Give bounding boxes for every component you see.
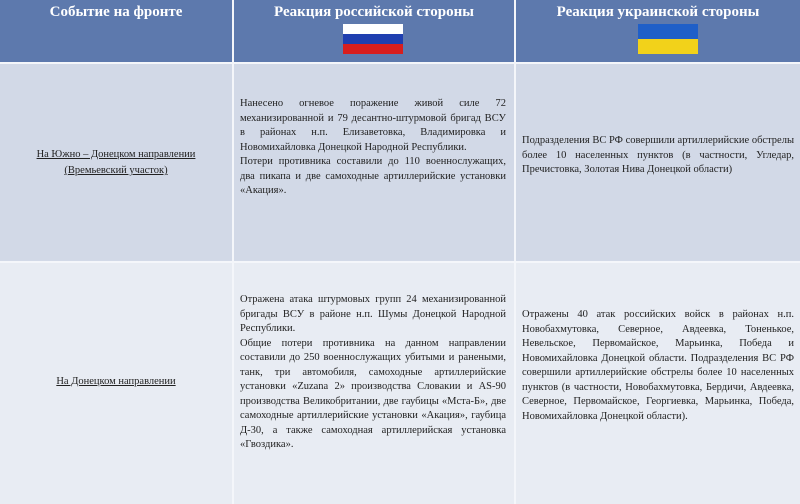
russian-flag-icon bbox=[343, 24, 403, 54]
header-ukrainian-label: Реакция украинской стороны bbox=[556, 4, 760, 20]
ukrainian-reaction-cell bbox=[516, 263, 800, 504]
row-divider bbox=[0, 62, 800, 64]
event-title: На Южно – Донецком направлении bbox=[36, 149, 196, 160]
table-row bbox=[0, 263, 800, 504]
column-divider bbox=[514, 0, 516, 504]
header-russian-label: Реакция российской стороны bbox=[274, 4, 474, 20]
russian-reaction-cell bbox=[234, 263, 514, 504]
column-divider bbox=[232, 0, 234, 504]
table-row bbox=[0, 64, 800, 261]
ukrainian-flag-icon bbox=[638, 24, 698, 54]
ukrainian-reaction-text: Подразделения ВС РФ совершили артиллерийские обстрелы более 10 населенных пунктов (в частности, Угледар, Пречистовка, Золотая Нива Донецкой области) bbox=[522, 135, 794, 175]
ukrainian-reaction-cell bbox=[516, 64, 800, 261]
event-title: На Донецком направлении bbox=[56, 376, 176, 387]
russian-reaction-cell bbox=[234, 64, 514, 261]
event-cell bbox=[0, 263, 232, 504]
russian-reaction-text: Нанесено огневое поражение живой силе 72 механизированной и 79 десантно-штурмовой бригад ВСУ в районах н.п. Елизаветовка, Владимировка и Новомихайловка Донецкой Народной Республики. bbox=[240, 98, 506, 153]
ukrainian-reaction-text: Отражены 40 атак российских войск в районах н.п. Новобахмутовка, Северное, Авдеевка, Тоненькое, Невельское, Первомайское, Марьинка, Победа и Новомихайловка Донецкой области. Подразделения ВС РФ совершили артиллерийские обстрелы более 10 населенных пунктов (в частности, Новобахмутовка, Бердичи, Авдеевка, Северное, Первомайское, Георгиевка, Марьинка, Победа, Новомихайловка Донецкой области). bbox=[522, 309, 794, 422]
russian-losses-text: Потери противника составили до 110 военнослужащих, два пикапа и две самоходные артиллерийские установки «Акация». bbox=[240, 156, 506, 196]
event-cell bbox=[0, 64, 232, 261]
russian-reaction-text: Отражена атака штурмовых групп 24 механизированной бригады ВСУ в районе н.п. Шумы Донецкой Народной Республики. bbox=[240, 294, 506, 334]
row-divider bbox=[0, 261, 800, 263]
russian-losses-text: Общие потери противника на данном направлении составили до 250 военнослужащих убитыми и ранеными, танк, три автомобиля, самоходные артиллерийские установки «Zuzana 2» производства Словакии и AS-90 производства Великобритании, две гаубицы «Мста-Б», две самоходные артиллерийские установки «Акация», гаубица Д-30, а также самоходная артиллерийская установка «Гвоздика». bbox=[240, 337, 506, 450]
header-event-label: Событие на фронте bbox=[49, 4, 183, 20]
header-event bbox=[0, 0, 232, 62]
event-subtitle: (Времьевский участок) bbox=[64, 165, 168, 176]
